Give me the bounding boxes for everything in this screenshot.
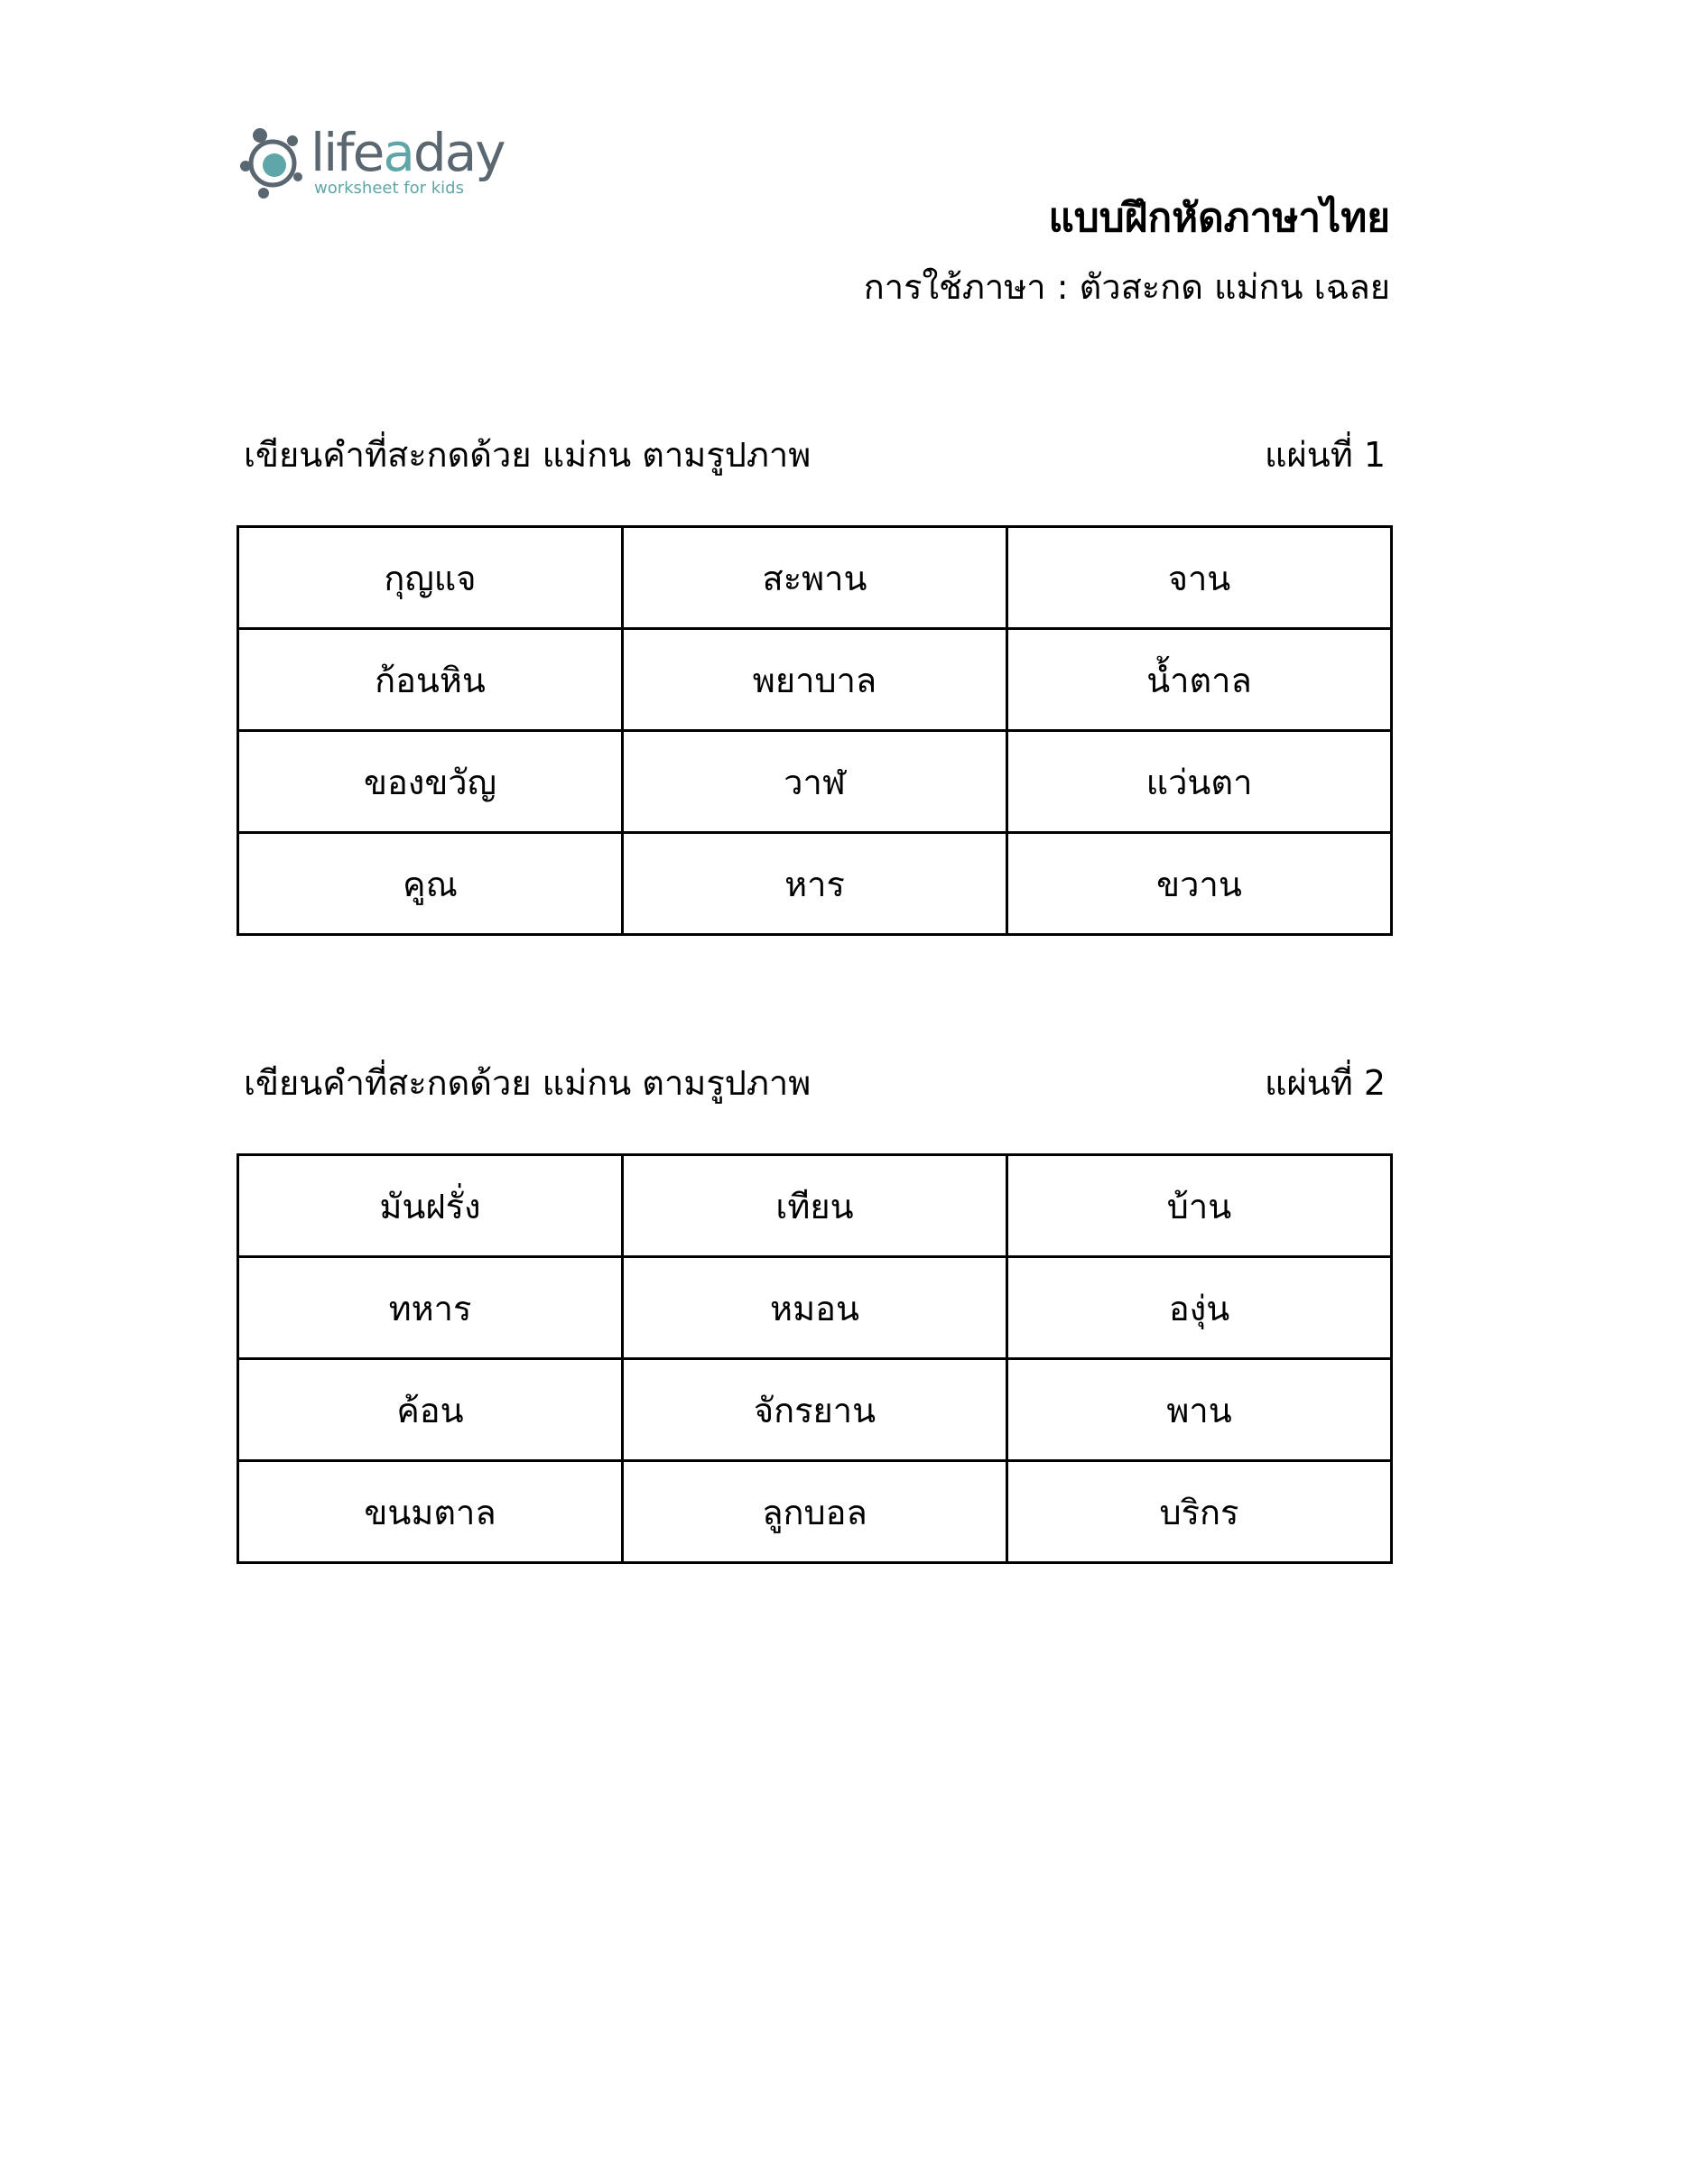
table-cell: หาร bbox=[623, 833, 1007, 935]
table-row bbox=[238, 1461, 1392, 1563]
section-header bbox=[237, 1063, 1393, 1121]
lifeaday-logo bbox=[237, 123, 507, 213]
table-cell: แว่นตา bbox=[1007, 731, 1392, 833]
answer-table bbox=[237, 525, 1393, 936]
page-title: แบบฝึกหัดภาษาไทย bbox=[1048, 195, 1390, 241]
table-row bbox=[238, 629, 1392, 731]
table-cell: เทียน bbox=[623, 1155, 1007, 1257]
table-row bbox=[238, 527, 1392, 629]
answer-table bbox=[237, 1153, 1393, 1564]
table-cell: ก้อนหิน bbox=[238, 629, 623, 731]
logo-tagline: worksheet for kids bbox=[314, 179, 464, 198]
table-cell: ขนมตาล bbox=[238, 1461, 623, 1563]
table-cell: พาน bbox=[1007, 1359, 1392, 1461]
logo-wordmark: lifeaday bbox=[311, 122, 505, 183]
table-cell: วาฬ bbox=[623, 731, 1007, 833]
molecule-logo-icon bbox=[237, 123, 309, 204]
sheet-number-label: แผ่นที่ 1 bbox=[1264, 435, 1386, 475]
table-cell: ของขวัญ bbox=[238, 731, 623, 833]
table-cell: ทหาร bbox=[238, 1257, 623, 1359]
table-cell: จักรยาน bbox=[623, 1359, 1007, 1461]
table-cell: หมอน bbox=[623, 1257, 1007, 1359]
section-instruction: เขียนคำที่สะกดด้วย แม่กน ตามรูปภาพ bbox=[244, 435, 812, 475]
table-row bbox=[238, 1359, 1392, 1461]
table-row bbox=[238, 731, 1392, 833]
table-row bbox=[238, 1155, 1392, 1257]
section-instruction: เขียนคำที่สะกดด้วย แม่กน ตามรูปภาพ bbox=[244, 1063, 812, 1103]
table-cell: ลูกบอล bbox=[623, 1461, 1007, 1563]
table-cell: สะพาน bbox=[623, 527, 1007, 629]
table-row bbox=[238, 833, 1392, 935]
table-cell: คูณ bbox=[238, 833, 623, 935]
table-cell: กุญแจ bbox=[238, 527, 623, 629]
table-cell: พยาบาล bbox=[623, 629, 1007, 731]
section-header bbox=[237, 435, 1393, 493]
table-row bbox=[238, 1257, 1392, 1359]
table-cell: มันฝรั่ง bbox=[238, 1155, 623, 1257]
table-cell: ขวาน bbox=[1007, 833, 1392, 935]
table-cell: บริกร bbox=[1007, 1461, 1392, 1563]
worksheet-section-1 bbox=[237, 435, 1393, 904]
worksheet-section-2 bbox=[237, 1063, 1393, 1532]
table-cell: องุ่น bbox=[1007, 1257, 1392, 1359]
table-cell: น้ำตาล bbox=[1007, 629, 1392, 731]
table-cell: บ้าน bbox=[1007, 1155, 1392, 1257]
table-cell: ค้อน bbox=[238, 1359, 623, 1461]
table-cell: จาน bbox=[1007, 527, 1392, 629]
page-subtitle: การใช้ภาษา : ตัวสะกด แม่กน เฉลย bbox=[863, 267, 1390, 307]
sheet-number-label: แผ่นที่ 2 bbox=[1264, 1063, 1386, 1103]
